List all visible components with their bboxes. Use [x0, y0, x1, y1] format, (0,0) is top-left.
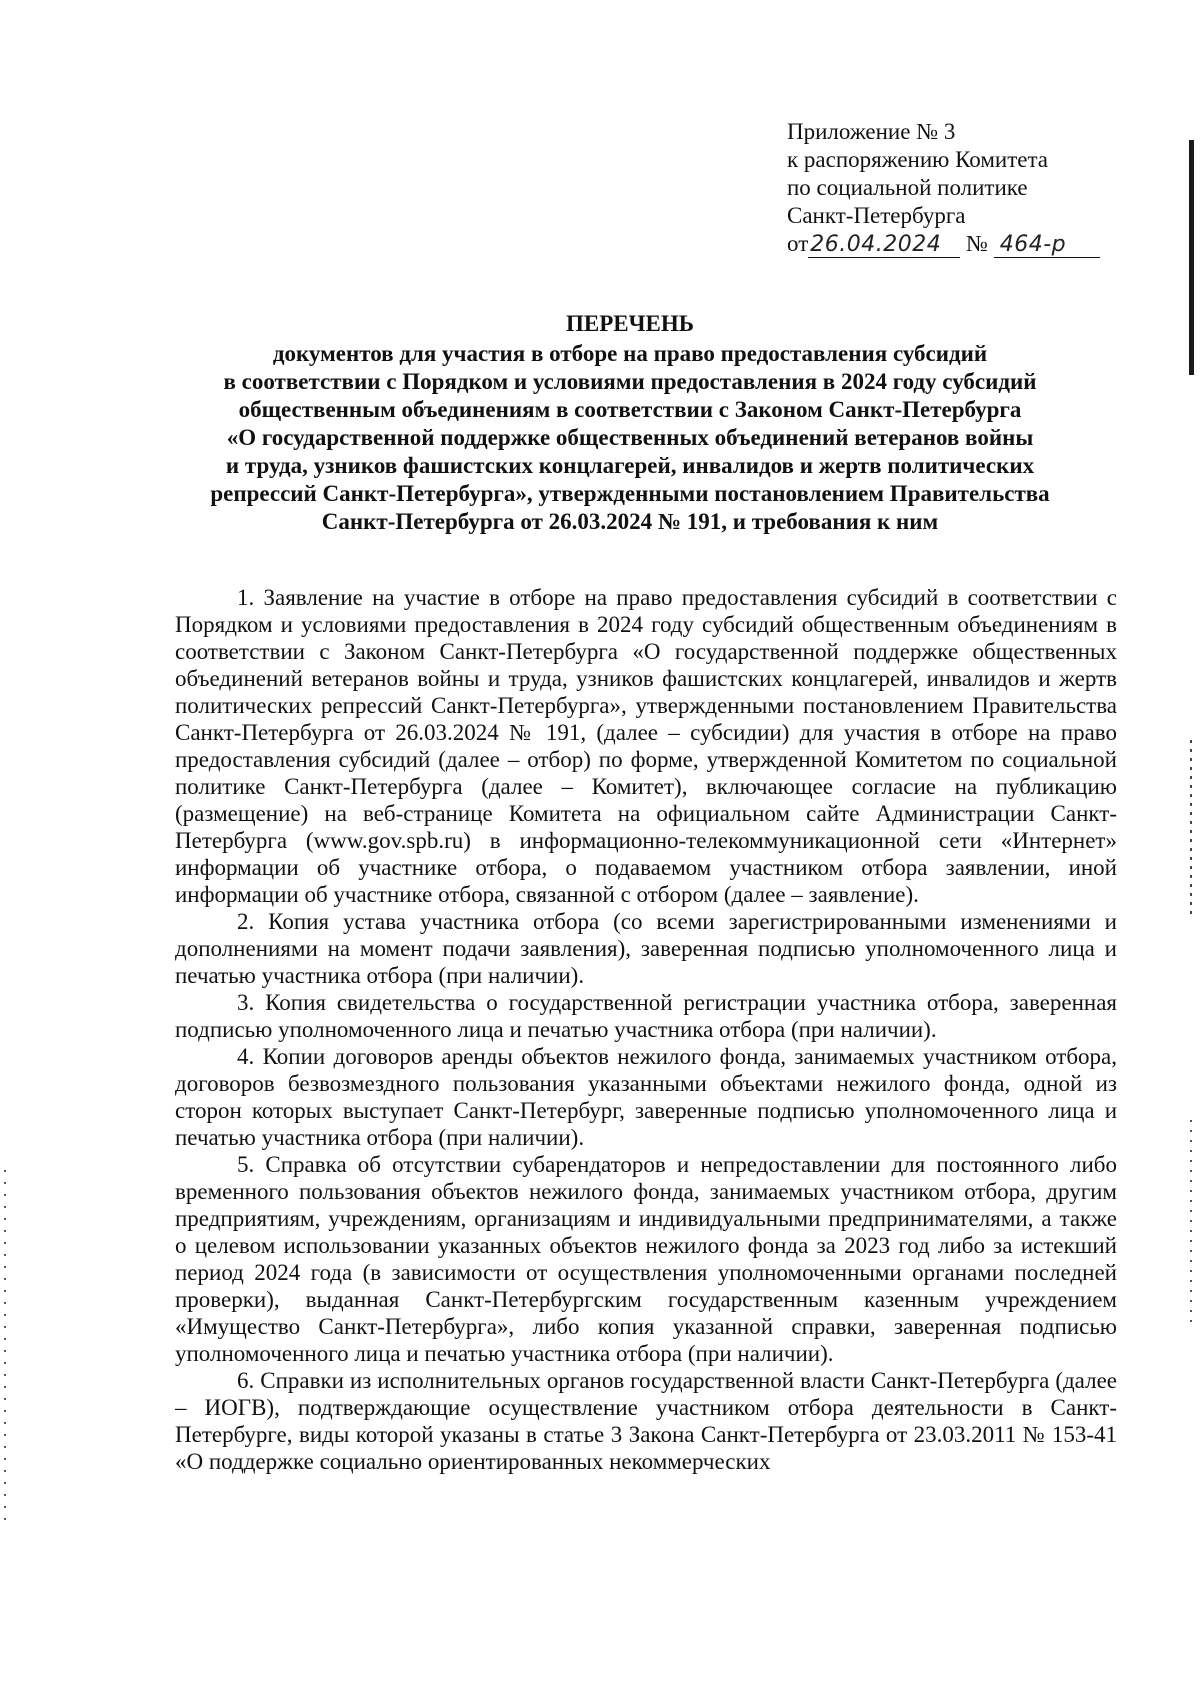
appendix-block: [787, 118, 1117, 258]
title-line: Санкт-Петербурга от 26.03.2024 № 191, и требования к ним: [321, 509, 939, 534]
list-item: 3. Копия свидетельства о государственной регистрации участника отбора, заверенная подписью уполномоченного лица и печатью участника отбора (при наличии).: [175, 990, 1117, 1042]
title-line: в соответствии с Порядком и условиями предоставления в 2024 году субсидий: [223, 369, 1037, 394]
title-line: документов для участия в отборе на право предоставления субсидий: [272, 341, 988, 366]
scan-artifact-bar: [1189, 140, 1194, 375]
list-item: 6. Справки из исполнительных органов государственной власти Санкт-Петербурга (далее – ИОГВ), подтверждающие осуществление участником отбора деятельности в Санкт-Петербурге, виды которой указаны в статье 3 Закона Санкт-Петербурга от 23.03.2011 № 153-41 «О поддержке социально ориентированных некоммерческих: [175, 1368, 1117, 1474]
appendix-line: по социальной политике: [787, 175, 1028, 200]
title-line: общественным объединениям в соответствии с Законом Санкт-Петербурга: [238, 397, 1022, 422]
appendix-date-line: [787, 230, 1117, 258]
appendix-line: Санкт-Петербурга: [787, 203, 966, 228]
document-body: [175, 584, 1117, 1475]
title-line: репрессий Санкт-Петербурга», утвержденными постановлением Правительства: [210, 481, 1050, 506]
document-title: [170, 310, 1090, 536]
list-item: 5. Справка об отсутствии субарендаторов и непредоставлении для постоянного либо временного пользования объектов нежилого фонда, занимаемых участником отбора, другим предприятиям, учреждениям, организациям и индивидуальными предпринимателями, а также о целевом использовании указанных объектов нежилого фонда за 2023 год либо за истекший период 2024 года (в зависимости от осуществления уполномоченными органами последней проверки), выданная Санкт-Петербургским государственным казенным учреждением «Имущество Санкт-Петербурга», либо копия указанной справки, заверенная подписью уполномоченного лица и печатью участника отбора (при наличии).: [175, 1152, 1117, 1366]
number-prefix: №: [966, 231, 988, 256]
scan-artifact-dots: [4, 1170, 6, 1530]
list-item: 2. Копия устава участника отбора (со всеми зарегистрированными изменениями и дополнениями на момент подачи заявления), заверенная подписью уполномоченного лица и печатью участника отбора (при наличии).: [175, 909, 1117, 988]
date-prefix: от: [787, 231, 809, 256]
appendix-line: к распоряжению Комитета: [787, 147, 1048, 172]
title-line: «О государственной поддержке общественных объединений ветеранов войны: [226, 425, 1034, 450]
title-line: и труда, узников фашистских концлагерей, инвалидов и жертв политических: [225, 453, 1035, 478]
scan-artifact-dots: [1190, 1120, 1192, 1330]
handwritten-number: 464-р: [994, 233, 1100, 258]
handwritten-date: 26.04.2024: [808, 233, 960, 258]
list-item: 4. Копии договоров аренды объектов нежилого фонда, занимаемых участником отбора, договоров безвозмездного пользования указанными объектами нежилого фонда, одной из сторон которых выступает Санкт-Петербург, заверенные подписью уполномоченного лица и печатью участника отбора (при наличии).: [175, 1044, 1117, 1150]
title-heading: ПЕРЕЧЕНЬ: [566, 311, 694, 336]
appendix-line: Приложение № 3: [787, 119, 956, 144]
list-item: 1. Заявление на участие в отборе на право предоставления субсидий в соответствии с Порядком и условиями предоставления в 2024 году субсидий общественным объединениям в соответствии с Законом Санкт-Петербурга «О государственной поддержке общественных объединений ветеранов войны и труда, узников фашистских концлагерей, инвалидов и жертв политических репрессий Санкт-Петербурга», утвержденными постановлением Правительства Санкт-Петербурга от 26.03.2024 № 191, (далее – субсидии) для участия в отборе на право предоставления субсидий (далее – отбор) по форме, утвержденной Комитетом по социальной политике Санкт-Петербурга (далее – Комитет), включающее согласие на публикацию (размещение) на веб-странице Комитета на официальном сайте Администрации Санкт-Петербурга (www.gov.spb.ru) в информационно-телекоммуникационной сети «Интернет» информации об участнике отбора, о подаваемом участником отбора заявлении, иной информации об участнике отбора, связанной с отбором (далее – заявление).: [175, 585, 1117, 907]
scan-artifact-dots: [1190, 740, 1192, 920]
